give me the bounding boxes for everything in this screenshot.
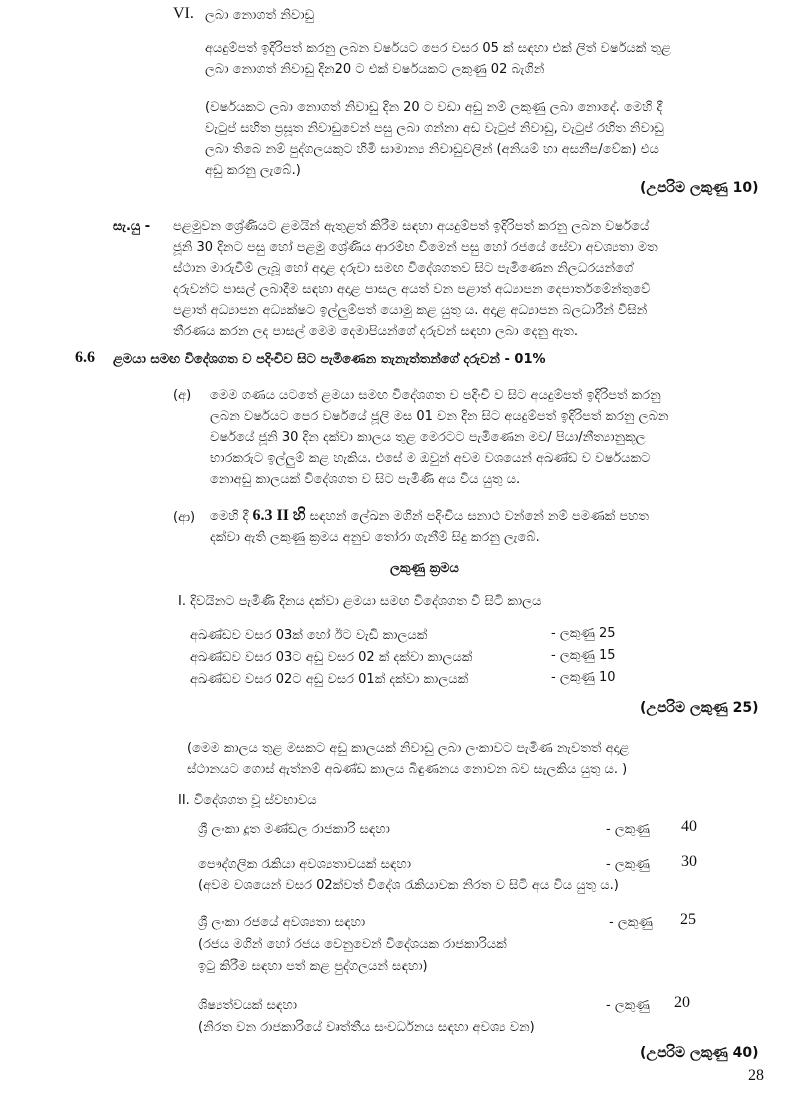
category-marks-word: - ලකුණු <box>606 822 650 837</box>
clause-a-line: ලබන වර්ෂයට පෙර වර්ෂයේ ජූලි මස 01 වන දින සිට අයදුම්පත් ඉදිරිපත් කරනු ලබන <box>210 409 669 424</box>
note-line: පළාත් අධ්‍යාපන අධ්‍යක්ෂට ඉල්ලුම්පත් යොමු කළ යුතු ය. අදාළ අධ්‍යාපන බලධාරීන් විසින් <box>173 303 648 318</box>
duration-row-marks <box>551 648 616 664</box>
section-vi-para1-line: ලබා නොගත් නිවාඩු දින20 ට එක් වර්ෂයකට ලකුණු 02 බැගින් <box>205 62 545 77</box>
section-number: 6.6 <box>75 349 95 366</box>
marks-text: - ලකුණු 25 <box>551 626 616 641</box>
section-vi-para1-line: අයදුම්පත් ඉදිරිපත් කරනු ලබන වර්ෂයට පෙර වසර 05 ක් සඳහා එක් ලිත් වර්ෂයක් තුළ <box>205 41 671 56</box>
section-title: ළමයා සමඟ විදේශගත ව පදිංචිව සිට පැමිණෙන තැනැත්තන්ගේ දරුවන් - 01% <box>113 352 546 367</box>
part-i-note-line: ස්ථානයට ගොස් ඇත්නම් අඛණ්ඩ කාලය බිඳුණනය නොවන බව සැලකිය යුතු ය. ) <box>187 762 628 777</box>
section-vi-para2-line: (වර්ෂයකට ලබා නොගත් නිවාඩු දින 20 ට වඩා අඩු නම් ලකුණු ලබා නොදේ. මෙහි දී <box>205 100 663 115</box>
category-note: (නිරත වන රාජකාරියේ වෘත්තීය සංවර්ධනය සඳහා අවශ්‍ය වන) <box>198 1020 535 1035</box>
clause-a-label: (අ) <box>173 388 192 403</box>
part-i-title: I. දිවයිනට පැමිණි දිනය දක්වා ළමයා සමඟ විදේශගත වී සිටි කාලය <box>178 594 542 609</box>
clause-a-line: නොඅඩු කාලයක් විදේශගත ව සිට පැමිණි අය විය යුතු ය. <box>210 472 521 487</box>
clause-reference: 6.3 II හි <box>252 507 306 524</box>
note-label: සැ.යු - <box>113 219 151 234</box>
category-marks: 40 <box>681 818 697 835</box>
duration-row-marks <box>551 626 616 642</box>
part-ii-title: II. විදේශගත වූ ස්වභාවය <box>178 793 317 808</box>
part-i-max-marks: (උපරිම ලකුණු 25) <box>640 700 759 716</box>
section-vi-title: ලබා නොගත් නිවාඩු <box>205 8 315 23</box>
section-vi-para2-line: ලබා තිබෙ නම් පුද්ගලයකුට හිමි සාමාන්‍ය නිවාඩුවලින් (අනියම් හා අසනීප/වේක) එය <box>205 142 659 157</box>
category-marks: 30 <box>681 853 697 870</box>
section-vi-number: VI. <box>173 5 194 22</box>
category-note: (රජය මගින් හෝ රජය වෙනුවෙන් විදේශයක රාජකාරියක් <box>198 937 507 952</box>
section-vi-max-marks: (උපරිම ලකුණු 10) <box>640 180 759 196</box>
category-marks: 20 <box>674 994 690 1011</box>
marks-text: - ලකුණු 10 <box>551 670 616 685</box>
section-vi-para2-line: වැටුප් සහිත ප්‍රසූත නිවාඩුවෙන් පසු ලබා ගන්නා අඩ වැටුප් නිවාඩු, වැටුප් රහිත නිවාඩු <box>205 121 664 136</box>
category-note: (අවම වශයෙන් වසර 02ක්වත් විදේශ රැකියාවක නිරත ව සිටි අය විය යුතු ය.) <box>198 878 619 893</box>
note-line: ස්ථාන මාරුවීම් ලැබූ හෝ අදාළ දරුවා සමඟ විදේශගතව සිට පැමිණෙන නිලධරයන්ගේ <box>173 261 634 276</box>
note-line: පළමුවන ශ්‍රේණියට ළමයින් ඇතුළත් කිරීම සඳහා අයදුම්පත් ඉදිරිපත් කරනු ලබන වර්ෂයේ <box>173 219 650 234</box>
category-marks-word: - ලකුණු <box>606 998 650 1013</box>
note-line: දරුවන්ට පාසල් ලබාදීම සඳහා අදාළ පාසල අයත් වන පළාත් අධ්‍යාපන දෙපාර්තමේන්තුවේ <box>173 282 651 297</box>
note-line: ජූනි 30 දිනට පසු හෝ පළමු ශ්‍රේණිය ආරම්භ වීමෙන් පසු හෝ රජයේ සේවා අවශ්‍යතා මත <box>173 240 658 255</box>
clause-aa-line: දක්වා ඇති ලකුණු ක්‍රමය අනුව තෝරා ගැනීම් සිදු කරනු ලැබේ. <box>210 530 540 545</box>
category-label: ශිෂ්‍යත්වයක් සඳහා <box>198 998 297 1013</box>
duration-row-marks <box>551 670 616 686</box>
clause-a-line: වර්ෂයේ ජූනි 30 දින දක්වා කාලය තුළ මෙරටට පැමිණෙන මව/ පියා/නීත්‍යානුකූල <box>210 430 646 445</box>
note-line: තීරණය කරන ලද පාසල් මෙම දෙමාපියන්ගේ දරුවන් සඳහා ලබා දෙනු ඇත. <box>173 324 578 339</box>
category-label: ශ්‍රී ලංකා රජයේ අවශ්‍යතා සඳහා <box>198 915 366 930</box>
category-marks-word: - ලකුණු <box>609 915 653 930</box>
clause-aa-line: මෙහි දී 6.3 II හි සඳහන් ලේඛන මගින් පදිංචිය සනාථ වන්නේ නම් පමණක් පහත <box>210 507 649 524</box>
duration-row-label: අඛණ්ඩව වසර 03ට අඩු වසර 02 ක් දක්වා කාලයක් <box>190 650 473 665</box>
marks-text: - ලකුණු 15 <box>551 648 616 663</box>
duration-row-label: අඛණ්ඩව වසර 03ක් හෝ ඊට වැඩි කාලයක් <box>190 628 428 643</box>
part-ii-max-marks: (උපරිම ලකුණු 40) <box>640 1045 759 1061</box>
clause-a-line: මෙම ගණය යටතේ ළමයා සමඟ විදේශගත ව පදිංචි ව සිට අයදුම්පත් ඉදිරිපත් කරනු <box>210 388 661 403</box>
section-vi-para2-line: අඩු කරනු ලැබේ.) <box>205 163 301 178</box>
category-marks-word: - ලකුණු <box>606 857 650 872</box>
marking-scheme-heading: ලකුණු ක්‍රමය <box>390 561 459 576</box>
category-label: පෞද්ගලික රැකියා අවශ්‍යතාවයක් සඳහා <box>198 857 412 872</box>
page-number: 28 <box>748 1067 764 1084</box>
duration-row-label: අඛණ්ඩව වසර 02ට අඩු වසර 01ක් දක්වා කාලයක් <box>190 672 469 687</box>
clause-aa-label: (ආ) <box>173 510 196 525</box>
category-label: ශ්‍රී ලංකා දූත මණ්ඩල රාජකාරි සඳහා <box>198 822 390 837</box>
category-note: ඉටු කිරීම සඳහා පත් කළ පුද්ගලයන් සඳහා) <box>198 959 428 974</box>
part-i-note-line: (මෙම කාලය තුළ මසකට අඩු කාලයක් නිවාඩු ලබා ලංකාවට පැමිණ නැවතත් අදාළ <box>187 741 630 756</box>
clause-a-line: භාරකරුට ඉල්ලුම් කළ හැකිය. එසේ ම ඔවුන් අවම වශයෙන් අඛණ්ඩ ව වර්ෂයකට <box>210 451 651 466</box>
category-marks: 25 <box>680 911 696 928</box>
